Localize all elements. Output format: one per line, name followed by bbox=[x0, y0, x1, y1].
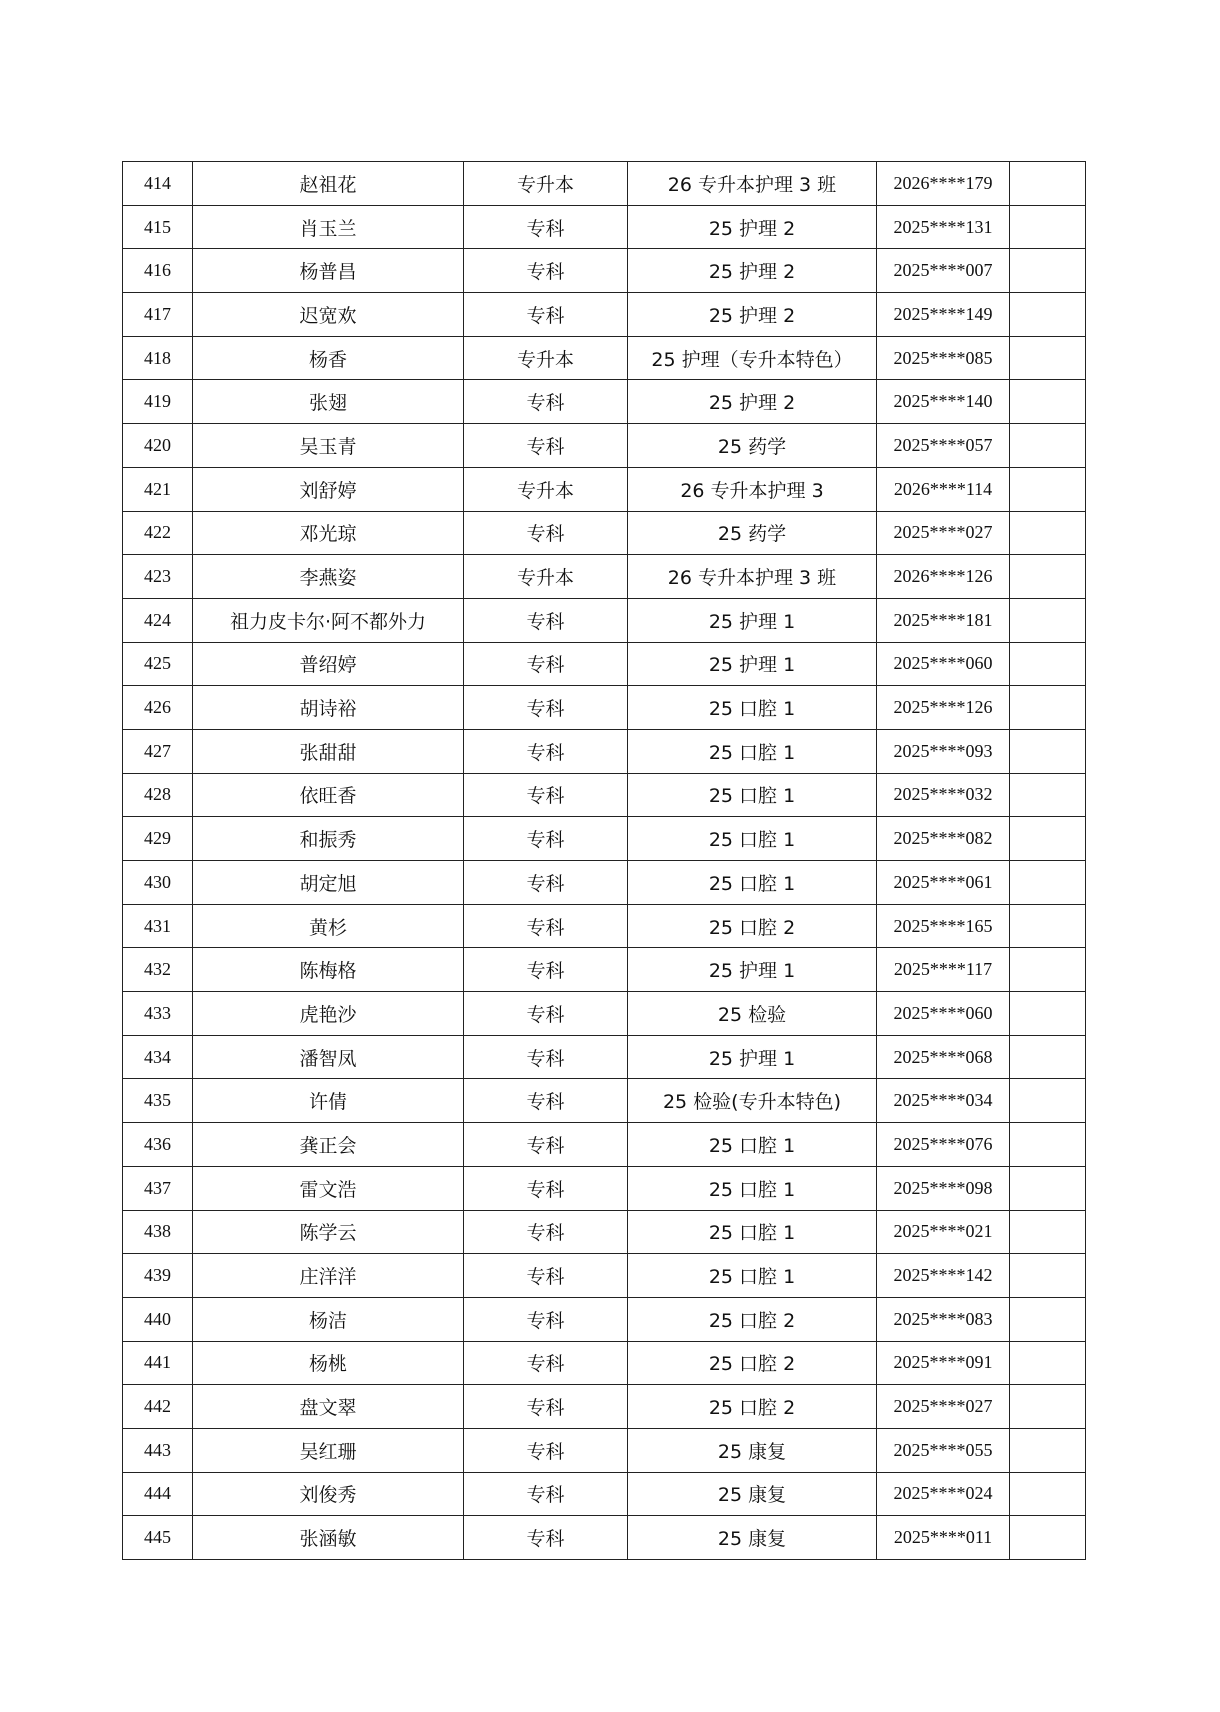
student-name-cell: 张甜甜 bbox=[193, 729, 464, 773]
row-number-cell: 428 bbox=[123, 773, 193, 817]
student-name-cell: 吴玉青 bbox=[193, 424, 464, 468]
education-level-cell: 专科 bbox=[464, 773, 628, 817]
education-level-cell: 专科 bbox=[464, 1123, 628, 1167]
class-name-cell: 25 口腔 1 bbox=[628, 686, 877, 730]
row-number-cell: 439 bbox=[123, 1254, 193, 1298]
student-name-cell: 张涵敏 bbox=[193, 1516, 464, 1560]
table-row bbox=[123, 904, 1086, 948]
class-name-cell: 25 口腔 1 bbox=[628, 773, 877, 817]
row-number-cell: 445 bbox=[123, 1516, 193, 1560]
education-level-cell: 专科 bbox=[464, 729, 628, 773]
row-number-cell: 425 bbox=[123, 642, 193, 686]
row-number-cell: 437 bbox=[123, 1166, 193, 1210]
class-name-cell: 25 口腔 1 bbox=[628, 1210, 877, 1254]
blank-cell bbox=[1010, 249, 1086, 293]
blank-cell bbox=[1010, 380, 1086, 424]
class-name-cell: 25 检验(专升本特色) bbox=[628, 1079, 877, 1123]
education-level-cell: 专科 bbox=[464, 1385, 628, 1429]
blank-cell bbox=[1010, 1341, 1086, 1385]
row-number-cell: 430 bbox=[123, 861, 193, 905]
row-number-cell: 423 bbox=[123, 555, 193, 599]
table-row bbox=[123, 686, 1086, 730]
education-level-cell: 专科 bbox=[464, 686, 628, 730]
student-id-cell: 2025****011 bbox=[877, 1516, 1010, 1560]
blank-cell bbox=[1010, 992, 1086, 1036]
student-name-cell: 庄洋洋 bbox=[193, 1254, 464, 1298]
blank-cell bbox=[1010, 336, 1086, 380]
education-level-cell: 专科 bbox=[464, 380, 628, 424]
education-level-cell: 专科 bbox=[464, 992, 628, 1036]
class-name-cell: 25 护理 2 bbox=[628, 293, 877, 337]
blank-cell bbox=[1010, 205, 1086, 249]
roster-body bbox=[123, 162, 1086, 1560]
student-id-cell: 2025****034 bbox=[877, 1079, 1010, 1123]
blank-cell bbox=[1010, 293, 1086, 337]
blank-cell bbox=[1010, 729, 1086, 773]
table-row bbox=[123, 1254, 1086, 1298]
table-row bbox=[123, 467, 1086, 511]
student-name-cell: 许倩 bbox=[193, 1079, 464, 1123]
education-level-cell: 专科 bbox=[464, 1428, 628, 1472]
student-name-cell: 邓光琼 bbox=[193, 511, 464, 555]
class-name-cell: 25 护理 2 bbox=[628, 249, 877, 293]
student-name-cell: 雷文浩 bbox=[193, 1166, 464, 1210]
row-number-cell: 421 bbox=[123, 467, 193, 511]
education-level-cell: 专升本 bbox=[464, 336, 628, 380]
education-level-cell: 专科 bbox=[464, 948, 628, 992]
education-level-cell: 专科 bbox=[464, 1079, 628, 1123]
student-id-cell: 2025****024 bbox=[877, 1472, 1010, 1516]
class-name-cell: 25 护理 2 bbox=[628, 205, 877, 249]
class-name-cell: 25 口腔 1 bbox=[628, 1166, 877, 1210]
student-name-cell: 龚正会 bbox=[193, 1123, 464, 1167]
class-name-cell: 25 药学 bbox=[628, 511, 877, 555]
row-number-cell: 436 bbox=[123, 1123, 193, 1167]
table-row bbox=[123, 205, 1086, 249]
blank-cell bbox=[1010, 1297, 1086, 1341]
education-level-cell: 专科 bbox=[464, 424, 628, 468]
table-row bbox=[123, 1385, 1086, 1429]
student-name-cell: 杨普昌 bbox=[193, 249, 464, 293]
table-row bbox=[123, 380, 1086, 424]
student-id-cell: 2025****057 bbox=[877, 424, 1010, 468]
student-name-cell: 胡诗裕 bbox=[193, 686, 464, 730]
blank-cell bbox=[1010, 642, 1086, 686]
table-row bbox=[123, 1341, 1086, 1385]
education-level-cell: 专科 bbox=[464, 1166, 628, 1210]
table-row bbox=[123, 1210, 1086, 1254]
class-name-cell: 25 口腔 1 bbox=[628, 729, 877, 773]
blank-cell bbox=[1010, 948, 1086, 992]
student-id-cell: 2025****098 bbox=[877, 1166, 1010, 1210]
row-number-cell: 415 bbox=[123, 205, 193, 249]
table-row bbox=[123, 729, 1086, 773]
student-name-cell: 杨桃 bbox=[193, 1341, 464, 1385]
row-number-cell: 432 bbox=[123, 948, 193, 992]
blank-cell bbox=[1010, 555, 1086, 599]
student-id-cell: 2025****093 bbox=[877, 729, 1010, 773]
table-row bbox=[123, 511, 1086, 555]
student-id-cell: 2025****083 bbox=[877, 1297, 1010, 1341]
row-number-cell: 442 bbox=[123, 1385, 193, 1429]
student-name-cell: 肖玉兰 bbox=[193, 205, 464, 249]
education-level-cell: 专科 bbox=[464, 1516, 628, 1560]
student-id-cell: 2025****165 bbox=[877, 904, 1010, 948]
row-number-cell: 440 bbox=[123, 1297, 193, 1341]
student-id-cell: 2025****076 bbox=[877, 1123, 1010, 1167]
student-id-cell: 2025****142 bbox=[877, 1254, 1010, 1298]
table-row bbox=[123, 642, 1086, 686]
student-name-cell: 刘俊秀 bbox=[193, 1472, 464, 1516]
row-number-cell: 427 bbox=[123, 729, 193, 773]
blank-cell bbox=[1010, 162, 1086, 206]
blank-cell bbox=[1010, 1035, 1086, 1079]
student-id-cell: 2025****068 bbox=[877, 1035, 1010, 1079]
student-id-cell: 2025****027 bbox=[877, 511, 1010, 555]
blank-cell bbox=[1010, 904, 1086, 948]
class-name-cell: 25 口腔 1 bbox=[628, 817, 877, 861]
table-row bbox=[123, 1297, 1086, 1341]
table-row bbox=[123, 424, 1086, 468]
table-row bbox=[123, 598, 1086, 642]
table-row bbox=[123, 1166, 1086, 1210]
education-level-cell: 专科 bbox=[464, 1297, 628, 1341]
student-id-cell: 2025****061 bbox=[877, 861, 1010, 905]
education-level-cell: 专科 bbox=[464, 249, 628, 293]
class-name-cell: 25 护理 2 bbox=[628, 380, 877, 424]
class-name-cell: 25 护理（专升本特色） bbox=[628, 336, 877, 380]
student-id-cell: 2026****126 bbox=[877, 555, 1010, 599]
student-name-cell: 杨洁 bbox=[193, 1297, 464, 1341]
student-id-cell: 2025****021 bbox=[877, 1210, 1010, 1254]
row-number-cell: 418 bbox=[123, 336, 193, 380]
blank-cell bbox=[1010, 1210, 1086, 1254]
student-name-cell: 赵祖花 bbox=[193, 162, 464, 206]
class-name-cell: 25 护理 1 bbox=[628, 948, 877, 992]
row-number-cell: 441 bbox=[123, 1341, 193, 1385]
table-row bbox=[123, 992, 1086, 1036]
class-name-cell: 26 专升本护理 3 班 bbox=[628, 555, 877, 599]
blank-cell bbox=[1010, 773, 1086, 817]
student-name-cell: 祖力皮卡尔·阿不都外力 bbox=[193, 598, 464, 642]
education-level-cell: 专科 bbox=[464, 1035, 628, 1079]
table-row bbox=[123, 1079, 1086, 1123]
student-id-cell: 2025****117 bbox=[877, 948, 1010, 992]
row-number-cell: 433 bbox=[123, 992, 193, 1036]
student-name-cell: 胡定旭 bbox=[193, 861, 464, 905]
row-number-cell: 426 bbox=[123, 686, 193, 730]
student-id-cell: 2025****060 bbox=[877, 642, 1010, 686]
student-id-cell: 2025****131 bbox=[877, 205, 1010, 249]
education-level-cell: 专升本 bbox=[464, 555, 628, 599]
blank-cell bbox=[1010, 424, 1086, 468]
blank-cell bbox=[1010, 598, 1086, 642]
student-id-cell: 2026****179 bbox=[877, 162, 1010, 206]
student-id-cell: 2025****149 bbox=[877, 293, 1010, 337]
class-name-cell: 25 口腔 1 bbox=[628, 861, 877, 905]
student-id-cell: 2025****085 bbox=[877, 336, 1010, 380]
row-number-cell: 419 bbox=[123, 380, 193, 424]
education-level-cell: 专科 bbox=[464, 205, 628, 249]
student-name-cell: 虎艳沙 bbox=[193, 992, 464, 1036]
student-id-cell: 2025****032 bbox=[877, 773, 1010, 817]
table-row bbox=[123, 861, 1086, 905]
blank-cell bbox=[1010, 817, 1086, 861]
student-name-cell: 盘文翠 bbox=[193, 1385, 464, 1429]
blank-cell bbox=[1010, 1516, 1086, 1560]
education-level-cell: 专科 bbox=[464, 1254, 628, 1298]
class-name-cell: 25 康复 bbox=[628, 1428, 877, 1472]
student-name-cell: 黄杉 bbox=[193, 904, 464, 948]
class-name-cell: 26 专升本护理 3 班 bbox=[628, 162, 877, 206]
table-row bbox=[123, 817, 1086, 861]
student-name-cell: 陈学云 bbox=[193, 1210, 464, 1254]
blank-cell bbox=[1010, 1472, 1086, 1516]
blank-cell bbox=[1010, 1428, 1086, 1472]
row-number-cell: 416 bbox=[123, 249, 193, 293]
class-name-cell: 25 口腔 1 bbox=[628, 1254, 877, 1298]
education-level-cell: 专科 bbox=[464, 511, 628, 555]
row-number-cell: 443 bbox=[123, 1428, 193, 1472]
student-id-cell: 2025****055 bbox=[877, 1428, 1010, 1472]
education-level-cell: 专科 bbox=[464, 642, 628, 686]
class-name-cell: 25 护理 1 bbox=[628, 1035, 877, 1079]
student-name-cell: 张翅 bbox=[193, 380, 464, 424]
row-number-cell: 438 bbox=[123, 1210, 193, 1254]
class-name-cell: 25 检验 bbox=[628, 992, 877, 1036]
blank-cell bbox=[1010, 511, 1086, 555]
class-name-cell: 25 口腔 2 bbox=[628, 1385, 877, 1429]
class-name-cell: 25 护理 1 bbox=[628, 642, 877, 686]
class-name-cell: 25 康复 bbox=[628, 1472, 877, 1516]
student-id-cell: 2025****091 bbox=[877, 1341, 1010, 1385]
blank-cell bbox=[1010, 467, 1086, 511]
education-level-cell: 专科 bbox=[464, 598, 628, 642]
table-row bbox=[123, 1472, 1086, 1516]
student-name-cell: 普绍婷 bbox=[193, 642, 464, 686]
education-level-cell: 专升本 bbox=[464, 467, 628, 511]
student-id-cell: 2025****181 bbox=[877, 598, 1010, 642]
table-row bbox=[123, 1516, 1086, 1560]
student-name-cell: 杨香 bbox=[193, 336, 464, 380]
student-name-cell: 陈梅格 bbox=[193, 948, 464, 992]
row-number-cell: 417 bbox=[123, 293, 193, 337]
student-roster-table bbox=[122, 161, 1086, 1560]
class-name-cell: 25 药学 bbox=[628, 424, 877, 468]
table-row bbox=[123, 555, 1086, 599]
class-name-cell: 25 口腔 2 bbox=[628, 1297, 877, 1341]
table-row bbox=[123, 162, 1086, 206]
student-name-cell: 刘舒婷 bbox=[193, 467, 464, 511]
student-id-cell: 2025****027 bbox=[877, 1385, 1010, 1429]
student-id-cell: 2025****007 bbox=[877, 249, 1010, 293]
education-level-cell: 专科 bbox=[464, 861, 628, 905]
student-name-cell: 迟宽欢 bbox=[193, 293, 464, 337]
education-level-cell: 专科 bbox=[464, 1472, 628, 1516]
student-id-cell: 2025****082 bbox=[877, 817, 1010, 861]
student-id-cell: 2026****114 bbox=[877, 467, 1010, 511]
student-name-cell: 李燕姿 bbox=[193, 555, 464, 599]
blank-cell bbox=[1010, 861, 1086, 905]
student-name-cell: 潘智凤 bbox=[193, 1035, 464, 1079]
student-name-cell: 依旺香 bbox=[193, 773, 464, 817]
row-number-cell: 444 bbox=[123, 1472, 193, 1516]
blank-cell bbox=[1010, 1166, 1086, 1210]
education-level-cell: 专升本 bbox=[464, 162, 628, 206]
table-row bbox=[123, 249, 1086, 293]
student-id-cell: 2025****126 bbox=[877, 686, 1010, 730]
row-number-cell: 424 bbox=[123, 598, 193, 642]
education-level-cell: 专科 bbox=[464, 904, 628, 948]
table-row bbox=[123, 1428, 1086, 1472]
education-level-cell: 专科 bbox=[464, 817, 628, 861]
blank-cell bbox=[1010, 1385, 1086, 1429]
class-name-cell: 25 口腔 2 bbox=[628, 1341, 877, 1385]
table-row bbox=[123, 1123, 1086, 1167]
class-name-cell: 25 口腔 2 bbox=[628, 904, 877, 948]
class-name-cell: 26 专升本护理 3 bbox=[628, 467, 877, 511]
student-id-cell: 2025****140 bbox=[877, 380, 1010, 424]
education-level-cell: 专科 bbox=[464, 293, 628, 337]
class-name-cell: 25 护理 1 bbox=[628, 598, 877, 642]
education-level-cell: 专科 bbox=[464, 1341, 628, 1385]
row-number-cell: 435 bbox=[123, 1079, 193, 1123]
table-row bbox=[123, 336, 1086, 380]
row-number-cell: 429 bbox=[123, 817, 193, 861]
row-number-cell: 434 bbox=[123, 1035, 193, 1079]
blank-cell bbox=[1010, 1079, 1086, 1123]
student-name-cell: 吴红珊 bbox=[193, 1428, 464, 1472]
row-number-cell: 420 bbox=[123, 424, 193, 468]
education-level-cell: 专科 bbox=[464, 1210, 628, 1254]
table-row bbox=[123, 293, 1086, 337]
student-id-cell: 2025****060 bbox=[877, 992, 1010, 1036]
table-row bbox=[123, 948, 1086, 992]
class-name-cell: 25 康复 bbox=[628, 1516, 877, 1560]
table-row bbox=[123, 1035, 1086, 1079]
row-number-cell: 422 bbox=[123, 511, 193, 555]
row-number-cell: 414 bbox=[123, 162, 193, 206]
table-row bbox=[123, 773, 1086, 817]
class-name-cell: 25 口腔 1 bbox=[628, 1123, 877, 1167]
student-name-cell: 和振秀 bbox=[193, 817, 464, 861]
blank-cell bbox=[1010, 686, 1086, 730]
blank-cell bbox=[1010, 1254, 1086, 1298]
blank-cell bbox=[1010, 1123, 1086, 1167]
row-number-cell: 431 bbox=[123, 904, 193, 948]
